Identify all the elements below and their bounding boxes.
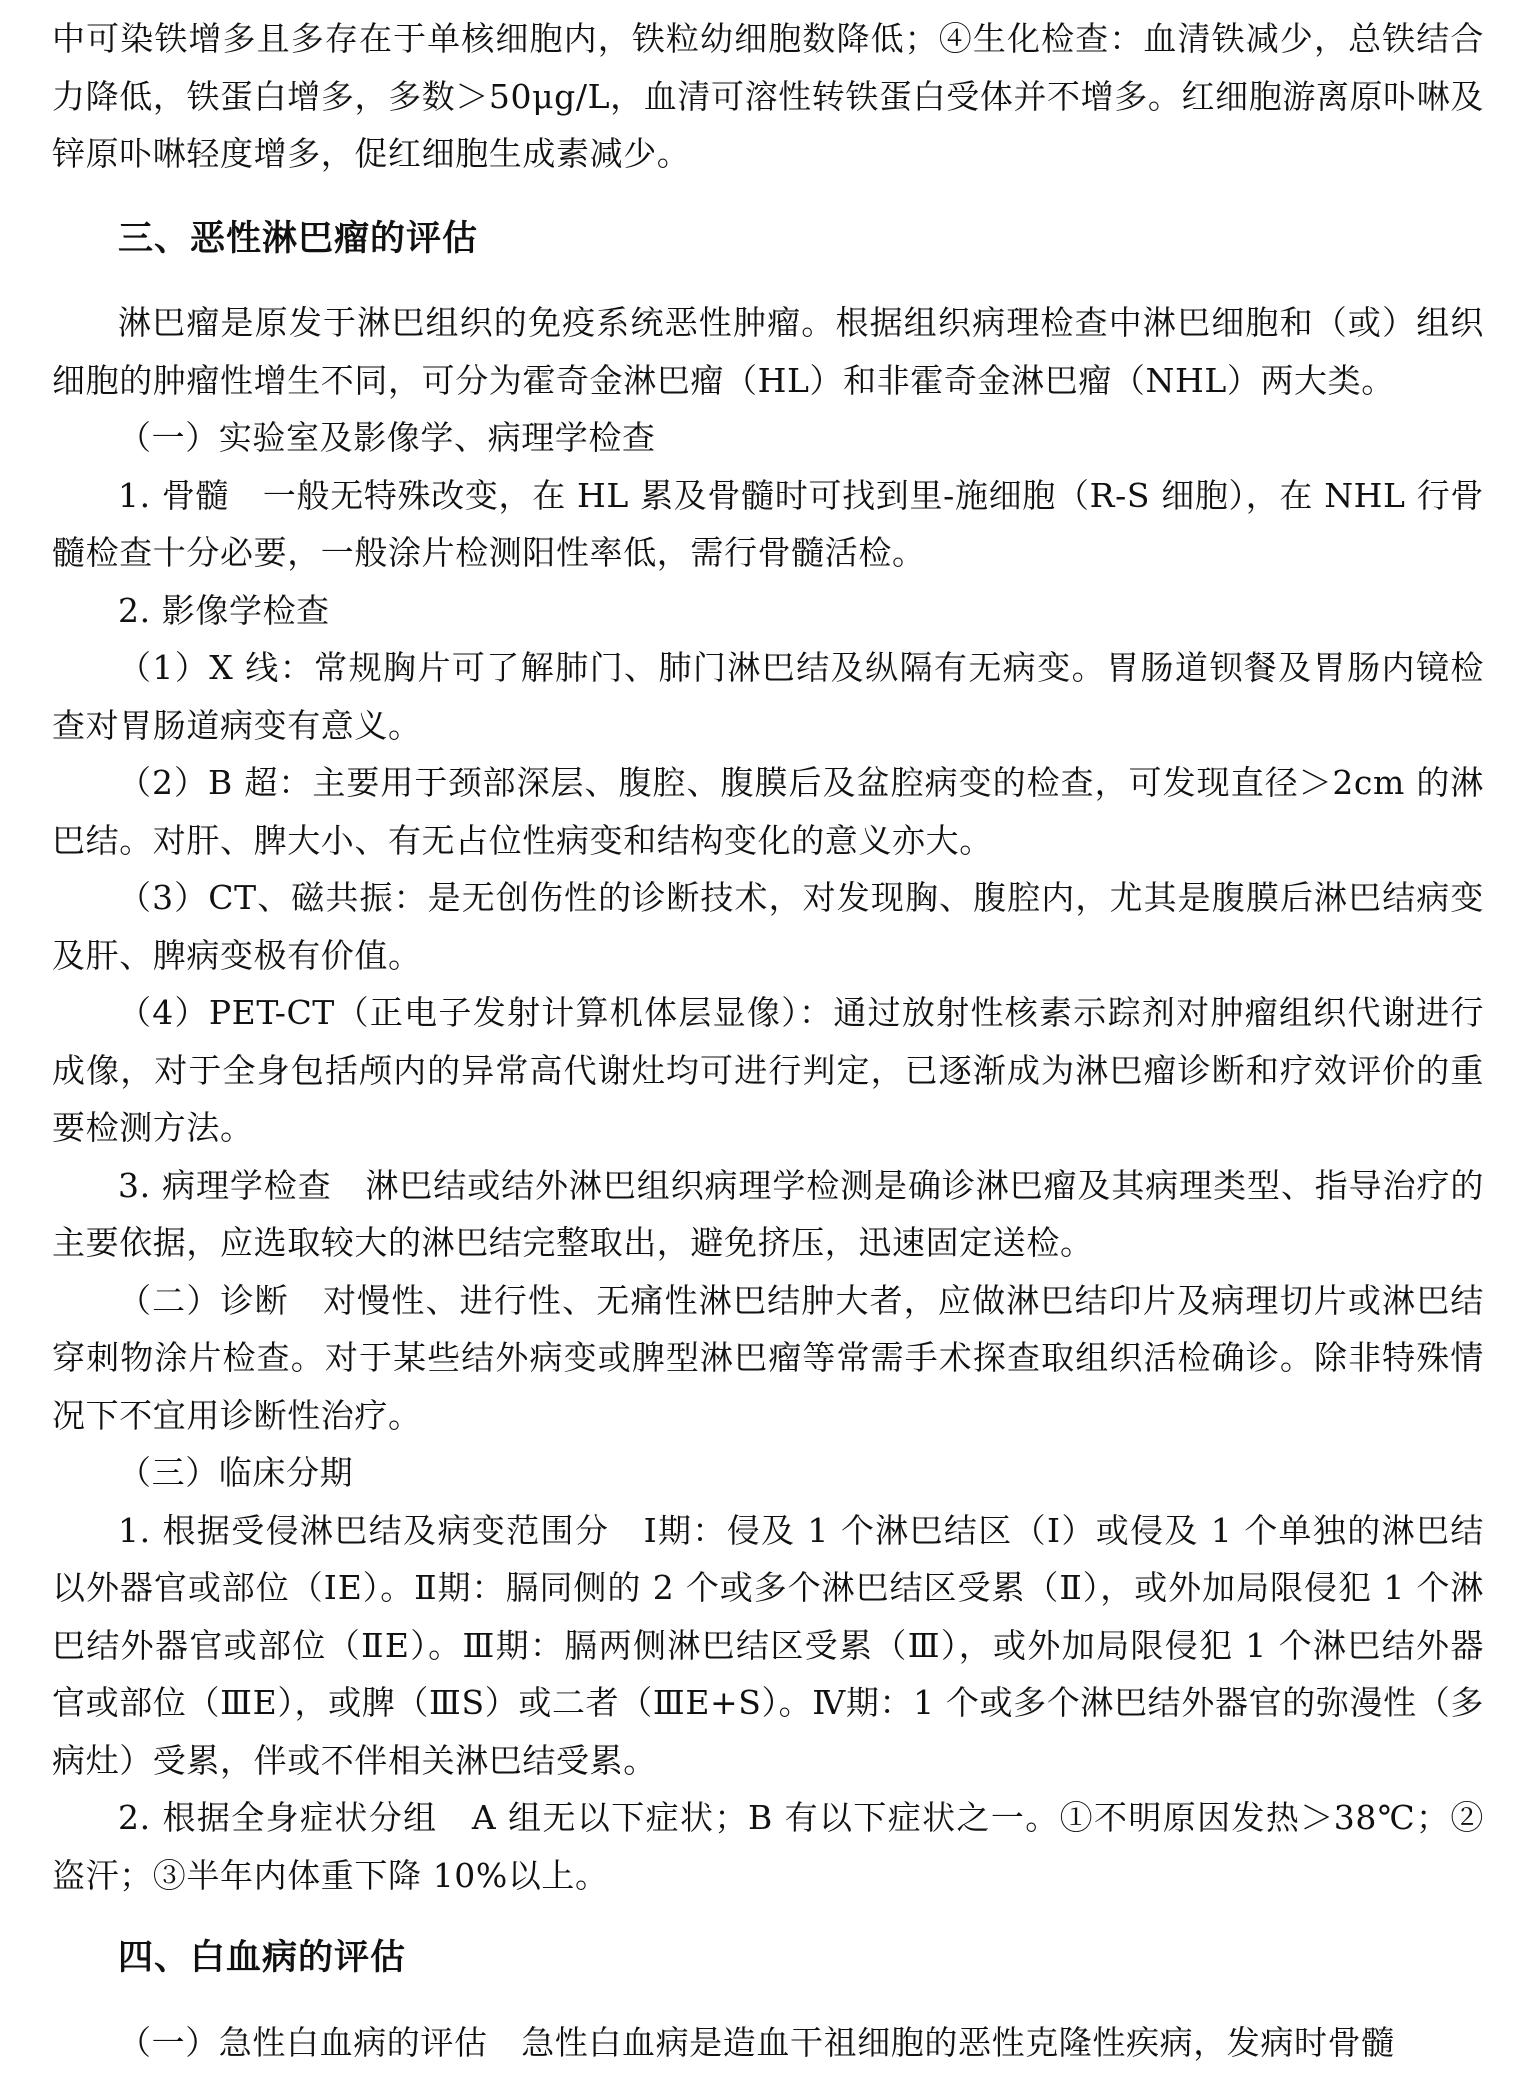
acute-leukemia-paragraph: （一）急性白血病的评估 急性白血病是造血干祖细胞的恶性克隆性疾病，发病时骨髓 <box>118 2022 1395 2062</box>
subsection-lab-imaging-pathology: （一）实验室及影像学、病理学检查 <box>118 418 656 457</box>
bone-marrow-paragraph: 1. 骨髓 一般无特殊改变，在 HL 累及骨髓时可找到里-施细胞（R-S 细胞），在 NHL 行骨髓检查十分必要，一般涂片检测阳性率低，需行骨髓活检。 <box>52 475 1484 572</box>
section-heading-lymphoma: 三、恶性淋巴瘤的评估 <box>118 218 479 259</box>
clinical-staging-title: （三）临床分期 <box>118 1453 354 1492</box>
xray-paragraph: （1）X 线：常规胸片可了解肺门、肺门淋巴结及纵隔有无病变。胃肠道钡餐及胃肠内镜检查对胃肠道病变有意义。 <box>52 648 1485 745</box>
pathology-paragraph: 3. 病理学检查 淋巴结或结外淋巴组织病理学检测是确诊淋巴瘤及其病理类型、指导治疗的主要依据，应选取较大的淋巴结完整取出，避免挤压，迅速固定送检。 <box>52 1165 1484 1262</box>
pet-ct-paragraph: （4）PET-CT（正电子发射计算机体层显像）：通过放射性核素示踪剂对肿瘤组织代谢进行成像，对于全身包括颅内的异常高代谢灶均可进行判定，已逐渐成为淋巴瘤诊断和疗效评价的重要检测方法。 <box>52 993 1484 1147</box>
staging-by-extent-paragraph: 1. 根据受侵淋巴结及病变范围分 Ⅰ期：侵及 1 个淋巴结区（Ⅰ）或侵及 1 个单独的淋巴结以外器官或部位（ⅠE）。Ⅱ期：膈同侧的 2 个或多个淋巴结区受累（Ⅱ），或外加局限侵犯 1 个淋巴结外器官或部位（ⅡE）。Ⅲ期：膈两侧淋巴结区受累（Ⅲ），或外加局限侵犯 1 个淋巴结外器官或部位（ⅢE），或脾（ⅢS）或二者（ⅢE+S）。Ⅳ期：1 个或多个淋巴结外器官的弥漫性（多病灶）受累，伴或不伴相关淋巴结受累。 <box>52 1510 1484 1780</box>
document-page <box>52 10 1484 2071</box>
imaging-exam-title: 2. 影像学检查 <box>118 590 330 630</box>
ct-mri-paragraph: （3）CT、磁共振：是无创伤性的诊断技术，对发现胸、腹腔内，尤其是腹膜后淋巴结病变及肝、脾病变极有价值。 <box>52 878 1484 975</box>
intro-paragraph: 中可染铁增多且多存在于单核细胞内，铁粒幼细胞数降低；④生化检查：血清铁减少，总铁结合力降低，铁蛋白增多，多数＞50μg/L，血清可溶性转铁蛋白受体并不增多。红细胞游离原卟啉及锌原卟啉轻度增多，促红细胞生成素减少。 <box>52 19 1484 173</box>
ultrasound-paragraph: （2）B 超：主要用于颈部深层、腹腔、腹膜后及盆腔病变的检查，可发现直径＞2cm 的淋巴结。对肝、脾大小、有无占位性病变和结构变化的意义亦大。 <box>52 763 1484 860</box>
lymphoma-definition-paragraph: 淋巴瘤是原发于淋巴组织的免疫系统恶性肿瘤。根据组织病理检查中淋巴细胞和（或）组织细胞的肿瘤性增生不同，可分为霍奇金淋巴瘤（HL）和非霍奇金淋巴瘤（NHL）两大类。 <box>52 303 1484 400</box>
section-heading-leukemia: 四、白血病的评估 <box>118 1938 407 1978</box>
staging-by-symptoms-paragraph: 2. 根据全身症状分组 A 组无以下症状；B 有以下症状之一。①不明原因发热＞38℃；②盗汗；③半年内体重下降 10%以上。 <box>52 1798 1484 1895</box>
diagnosis-paragraph: （二）诊断 对慢性、进行性、无痛性淋巴结肿大者，应做淋巴结印片及病理切片或淋巴结穿刺物涂片检查。对于某些结外病变或脾型淋巴瘤等常需手术探查取组织活检确诊。除非特殊情况下不宜用诊断性治疗。 <box>52 1280 1484 1435</box>
